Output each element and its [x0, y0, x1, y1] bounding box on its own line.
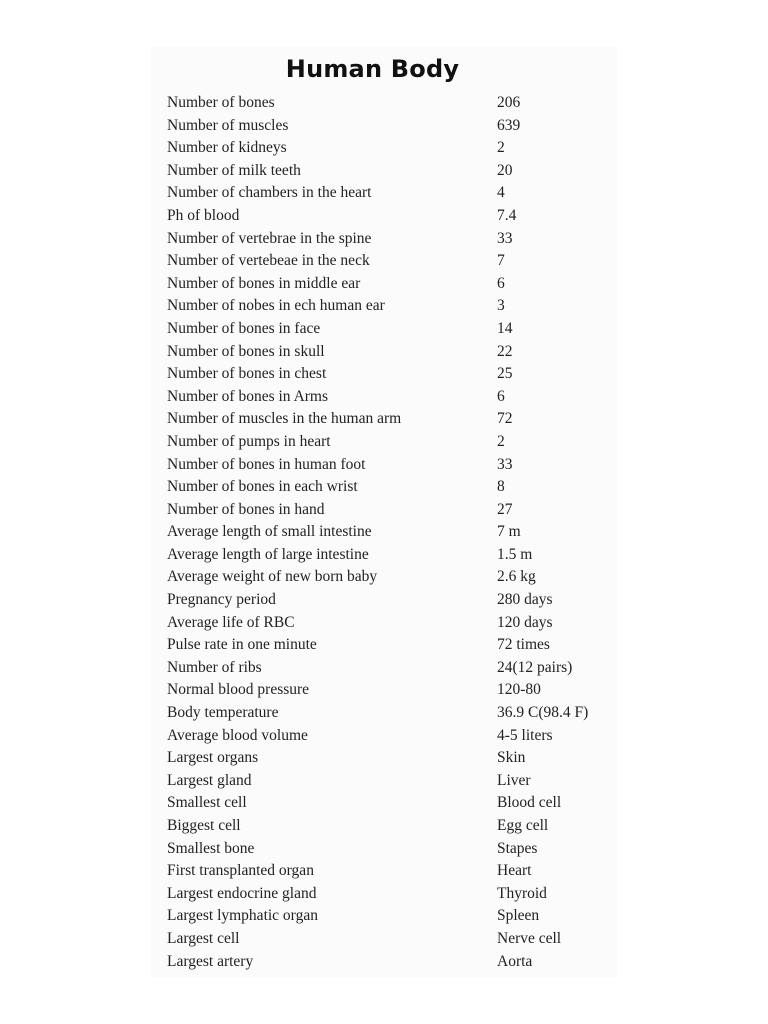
- fact-value: 206: [497, 94, 521, 111]
- fact-row: [167, 815, 607, 838]
- fact-value: 20: [497, 161, 513, 179]
- fact-row: [167, 408, 607, 431]
- fact-value: Blood cell: [497, 794, 562, 812]
- fact-label: Number of bones in each wrist: [167, 478, 358, 496]
- fact-label: Number of vertebrae in the spine: [167, 229, 372, 247]
- fact-value: 7.4: [497, 206, 517, 224]
- fact-value: 7: [497, 252, 505, 270]
- fact-row: [167, 634, 607, 657]
- fact-label: Average length of small intestine: [167, 523, 372, 541]
- fact-row: [167, 838, 607, 861]
- fact-row: [167, 679, 607, 702]
- fact-value: 2: [497, 432, 505, 450]
- fact-value: 24(12 pairs): [497, 658, 573, 676]
- fact-row: [167, 295, 607, 318]
- fact-label: First transplanted organ: [167, 862, 314, 880]
- fact-row: [167, 386, 607, 409]
- fact-value: 1.5 m: [497, 545, 533, 563]
- fact-row: [167, 137, 607, 160]
- fact-label: Pulse rate in one minute: [167, 636, 317, 654]
- fact-row: [167, 363, 607, 386]
- fact-label: Number of bones in face: [167, 319, 321, 337]
- fact-row: [167, 747, 607, 770]
- fact-row: [167, 702, 607, 725]
- fact-label: Number of bones in hand: [167, 500, 325, 518]
- fact-row: [167, 883, 607, 906]
- fact-label: Number of bones in Arms: [167, 387, 329, 405]
- fact-value: Spleen: [497, 907, 540, 925]
- fact-value: Aorta: [497, 952, 533, 970]
- fact-row: [167, 589, 607, 612]
- fact-row: [167, 657, 607, 680]
- fact-row: [167, 454, 607, 477]
- fact-label: Number of muscles: [167, 116, 289, 134]
- fact-value: 36.9 C(98.4 F): [497, 704, 589, 722]
- fact-label: Number of milk teeth: [167, 161, 301, 179]
- fact-value: Skin: [497, 749, 526, 767]
- fact-row: [167, 431, 607, 454]
- fact-label: Number of nobes in ech human ear: [167, 297, 385, 315]
- fact-label: Number of muscles in the human arm: [167, 410, 402, 428]
- fact-value: Nerve cell: [497, 929, 562, 947]
- fact-label: Number of ribs: [167, 658, 262, 676]
- fact-value: 27: [497, 500, 513, 518]
- fact-label: Number of bones in skull: [167, 342, 325, 360]
- fact-label: Biggest cell: [167, 817, 241, 834]
- fact-row: [167, 544, 607, 567]
- fact-value: 2: [497, 139, 505, 157]
- fact-value: Heart: [497, 862, 532, 880]
- fact-value: 639: [497, 116, 521, 134]
- fact-label: Body temperature: [167, 704, 279, 722]
- fact-row: [167, 92, 607, 115]
- fact-value: 6: [497, 387, 505, 405]
- fact-value: 120 days: [497, 613, 553, 631]
- fact-row: [167, 115, 607, 138]
- fact-value: 7 m: [497, 523, 521, 541]
- fact-value: 4-5 liters: [497, 726, 553, 744]
- fact-value: 22: [497, 342, 513, 360]
- fact-label: Largest cell: [167, 929, 240, 947]
- fact-value: 25: [497, 365, 513, 383]
- fact-row: [167, 273, 607, 296]
- fact-row: [167, 612, 607, 635]
- fact-label: Average life of RBC: [167, 613, 295, 631]
- fact-label: Largest endocrine gland: [167, 884, 317, 902]
- fact-label: Smallest bone: [167, 839, 255, 857]
- fact-label: Pregnancy period: [167, 591, 276, 609]
- fact-label: Average weight of new born baby: [167, 568, 378, 586]
- fact-value: 3: [497, 297, 505, 315]
- fact-value: 33: [497, 229, 513, 247]
- fact-value: 280 days: [497, 591, 553, 609]
- fact-row: [167, 792, 607, 815]
- fact-value: 33: [497, 455, 513, 473]
- fact-row: [167, 566, 607, 589]
- fact-row: [167, 951, 607, 974]
- fact-row: [167, 228, 607, 251]
- fact-value: 8: [497, 478, 505, 496]
- fact-label: Average blood volume: [167, 726, 308, 744]
- fact-row: [167, 499, 607, 522]
- fact-value: 14: [497, 319, 513, 337]
- fact-label: Largest artery: [167, 952, 254, 970]
- fact-label: Largest gland: [167, 771, 252, 789]
- facts-list: [167, 92, 607, 973]
- fact-label: Normal blood pressure: [167, 681, 310, 699]
- fact-value: 2.6 kg: [497, 568, 536, 586]
- fact-row: [167, 770, 607, 793]
- fact-row: [167, 521, 607, 544]
- fact-label: Average length of large intestine: [167, 545, 369, 563]
- fact-label: Smallest cell: [167, 794, 247, 812]
- fact-row: [167, 725, 607, 748]
- fact-value: Stapes: [497, 839, 538, 857]
- fact-label: Number of bones in chest: [167, 365, 327, 383]
- fact-value: 72: [497, 410, 513, 428]
- fact-row: [167, 160, 607, 183]
- fact-row: [167, 860, 607, 883]
- fact-row: [167, 205, 607, 228]
- fact-label: Number of bones: [167, 94, 275, 111]
- fact-value: Egg cell: [497, 817, 549, 834]
- fact-row: [167, 928, 607, 951]
- document-page: [151, 47, 617, 977]
- fact-value: 4: [497, 184, 505, 202]
- fact-value: Thyroid: [497, 884, 547, 902]
- fact-label: Number of bones in middle ear: [167, 274, 361, 292]
- fact-label: Number of chambers in the heart: [167, 184, 372, 202]
- fact-value: 6: [497, 274, 505, 292]
- fact-label: Number of vertebeae in the neck: [167, 252, 370, 270]
- fact-label: Number of kidneys: [167, 139, 287, 157]
- page-title: Human Body: [285, 55, 460, 83]
- fact-row: [167, 905, 607, 928]
- fact-value: Liver: [497, 771, 531, 789]
- fact-label: Largest lymphatic organ: [167, 907, 318, 925]
- fact-label: Number of bones in human foot: [167, 455, 366, 473]
- fact-row: [167, 250, 607, 273]
- fact-label: Number of pumps in heart: [167, 432, 331, 450]
- fact-label: Largest organs: [167, 749, 259, 767]
- fact-row: [167, 476, 607, 499]
- fact-row: [167, 318, 607, 341]
- fact-value: 120-80: [497, 681, 541, 699]
- fact-value: 72 times: [497, 636, 550, 654]
- fact-row: [167, 182, 607, 205]
- fact-row: [167, 341, 607, 364]
- fact-label: Ph of blood: [167, 206, 240, 224]
